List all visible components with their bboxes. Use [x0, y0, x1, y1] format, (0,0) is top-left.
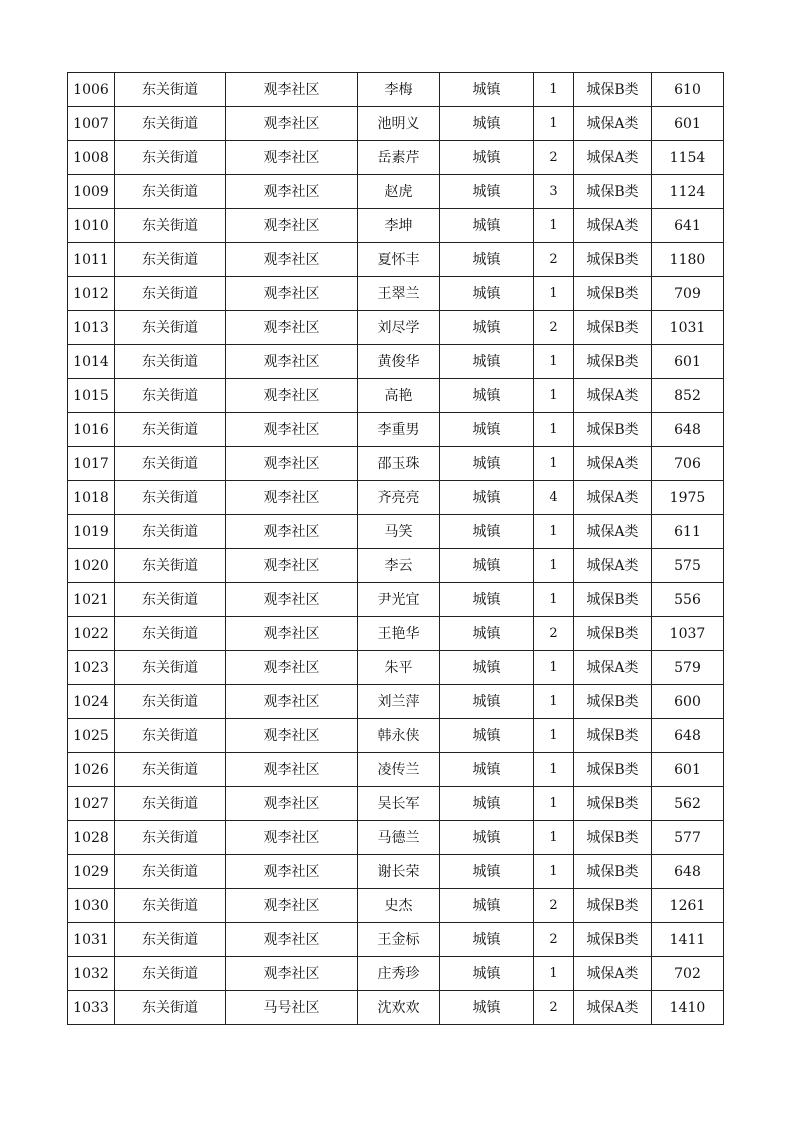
serial-number-cell: 1013	[68, 311, 115, 345]
insurance-category-cell: 城保A类	[574, 379, 652, 413]
community-cell: 观李社区	[226, 787, 358, 821]
serial-number-cell: 1018	[68, 481, 115, 515]
street-cell: 东关街道	[115, 651, 226, 685]
name-cell: 朱平	[358, 651, 440, 685]
street-cell: 东关街道	[115, 889, 226, 923]
insurance-category-cell: 城保A类	[574, 957, 652, 991]
insurance-category-cell: 城保B类	[574, 923, 652, 957]
community-cell: 观李社区	[226, 209, 358, 243]
amount-cell: 706	[652, 447, 724, 481]
name-cell: 庄秀珍	[358, 957, 440, 991]
street-cell: 东关街道	[115, 379, 226, 413]
name-cell: 刘尽学	[358, 311, 440, 345]
community-cell: 观李社区	[226, 447, 358, 481]
community-cell: 观李社区	[226, 515, 358, 549]
serial-number-cell: 1008	[68, 141, 115, 175]
household-count-cell: 1	[534, 583, 574, 617]
household-count-cell: 2	[534, 889, 574, 923]
serial-number-cell: 1011	[68, 243, 115, 277]
community-cell: 观李社区	[226, 821, 358, 855]
street-cell: 东关街道	[115, 107, 226, 141]
community-cell: 观李社区	[226, 413, 358, 447]
amount-cell: 648	[652, 413, 724, 447]
amount-cell: 1975	[652, 481, 724, 515]
amount-cell: 1037	[652, 617, 724, 651]
insurance-category-cell: 城保B类	[574, 889, 652, 923]
table-row	[68, 617, 724, 651]
table-row	[68, 821, 724, 855]
name-cell: 王翠兰	[358, 277, 440, 311]
benefit-table	[67, 72, 724, 1025]
insurance-category-cell: 城保B类	[574, 345, 652, 379]
table-row	[68, 141, 724, 175]
serial-number-cell: 1020	[68, 549, 115, 583]
street-cell: 东关街道	[115, 515, 226, 549]
table-row	[68, 73, 724, 107]
community-cell: 观李社区	[226, 957, 358, 991]
insurance-category-cell: 城保B类	[574, 617, 652, 651]
area-type-cell: 城镇	[440, 413, 534, 447]
area-type-cell: 城镇	[440, 991, 534, 1025]
community-cell: 观李社区	[226, 855, 358, 889]
street-cell: 东关街道	[115, 311, 226, 345]
household-count-cell: 2	[534, 617, 574, 651]
table-row	[68, 855, 724, 889]
serial-number-cell: 1025	[68, 719, 115, 753]
community-cell: 观李社区	[226, 107, 358, 141]
name-cell: 韩永侠	[358, 719, 440, 753]
amount-cell: 1261	[652, 889, 724, 923]
community-cell: 观李社区	[226, 141, 358, 175]
name-cell: 齐亮亮	[358, 481, 440, 515]
household-count-cell: 1	[534, 651, 574, 685]
insurance-category-cell: 城保A类	[574, 107, 652, 141]
area-type-cell: 城镇	[440, 481, 534, 515]
table-row	[68, 889, 724, 923]
serial-number-cell: 1012	[68, 277, 115, 311]
street-cell: 东关街道	[115, 481, 226, 515]
amount-cell: 852	[652, 379, 724, 413]
area-type-cell: 城镇	[440, 685, 534, 719]
insurance-category-cell: 城保B类	[574, 753, 652, 787]
amount-cell: 610	[652, 73, 724, 107]
household-count-cell: 1	[534, 447, 574, 481]
street-cell: 东关街道	[115, 73, 226, 107]
community-cell: 观李社区	[226, 481, 358, 515]
serial-number-cell: 1028	[68, 821, 115, 855]
street-cell: 东关街道	[115, 583, 226, 617]
insurance-category-cell: 城保B类	[574, 855, 652, 889]
area-type-cell: 城镇	[440, 73, 534, 107]
insurance-category-cell: 城保A类	[574, 447, 652, 481]
community-cell: 马号社区	[226, 991, 358, 1025]
amount-cell: 702	[652, 957, 724, 991]
insurance-category-cell: 城保B类	[574, 413, 652, 447]
street-cell: 东关街道	[115, 141, 226, 175]
street-cell: 东关街道	[115, 855, 226, 889]
serial-number-cell: 1016	[68, 413, 115, 447]
area-type-cell: 城镇	[440, 311, 534, 345]
amount-cell: 575	[652, 549, 724, 583]
serial-number-cell: 1030	[68, 889, 115, 923]
table-row	[68, 549, 724, 583]
area-type-cell: 城镇	[440, 243, 534, 277]
table-row	[68, 515, 724, 549]
table-row	[68, 685, 724, 719]
serial-number-cell: 1009	[68, 175, 115, 209]
insurance-category-cell: 城保B类	[574, 243, 652, 277]
community-cell: 观李社区	[226, 719, 358, 753]
table-row	[68, 583, 724, 617]
name-cell: 高艳	[358, 379, 440, 413]
community-cell: 观李社区	[226, 345, 358, 379]
community-cell: 观李社区	[226, 583, 358, 617]
area-type-cell: 城镇	[440, 617, 534, 651]
insurance-category-cell: 城保B类	[574, 685, 652, 719]
area-type-cell: 城镇	[440, 753, 534, 787]
name-cell: 岳素芹	[358, 141, 440, 175]
amount-cell: 648	[652, 719, 724, 753]
area-type-cell: 城镇	[440, 209, 534, 243]
household-count-cell: 1	[534, 379, 574, 413]
serial-number-cell: 1017	[68, 447, 115, 481]
name-cell: 李云	[358, 549, 440, 583]
community-cell: 观李社区	[226, 311, 358, 345]
table-row	[68, 209, 724, 243]
name-cell: 刘兰萍	[358, 685, 440, 719]
household-count-cell: 1	[534, 345, 574, 379]
community-cell: 观李社区	[226, 175, 358, 209]
name-cell: 李坤	[358, 209, 440, 243]
household-count-cell: 1	[534, 277, 574, 311]
household-count-cell: 2	[534, 923, 574, 957]
amount-cell: 579	[652, 651, 724, 685]
name-cell: 邵玉珠	[358, 447, 440, 481]
household-count-cell: 1	[534, 209, 574, 243]
household-count-cell: 2	[534, 141, 574, 175]
area-type-cell: 城镇	[440, 787, 534, 821]
household-count-cell: 1	[534, 821, 574, 855]
insurance-category-cell: 城保A类	[574, 141, 652, 175]
name-cell: 黄俊华	[358, 345, 440, 379]
name-cell: 吴长军	[358, 787, 440, 821]
serial-number-cell: 1019	[68, 515, 115, 549]
street-cell: 东关街道	[115, 243, 226, 277]
street-cell: 东关街道	[115, 345, 226, 379]
insurance-category-cell: 城保B类	[574, 821, 652, 855]
name-cell: 池明义	[358, 107, 440, 141]
household-count-cell: 1	[534, 855, 574, 889]
serial-number-cell: 1010	[68, 209, 115, 243]
area-type-cell: 城镇	[440, 889, 534, 923]
amount-cell: 1031	[652, 311, 724, 345]
serial-number-cell: 1007	[68, 107, 115, 141]
serial-number-cell: 1026	[68, 753, 115, 787]
insurance-category-cell: 城保A类	[574, 209, 652, 243]
community-cell: 观李社区	[226, 379, 358, 413]
serial-number-cell: 1024	[68, 685, 115, 719]
insurance-category-cell: 城保A类	[574, 549, 652, 583]
area-type-cell: 城镇	[440, 923, 534, 957]
community-cell: 观李社区	[226, 73, 358, 107]
serial-number-cell: 1022	[68, 617, 115, 651]
community-cell: 观李社区	[226, 685, 358, 719]
community-cell: 观李社区	[226, 923, 358, 957]
household-count-cell: 3	[534, 175, 574, 209]
amount-cell: 648	[652, 855, 724, 889]
table-row	[68, 923, 724, 957]
insurance-category-cell: 城保B类	[574, 175, 652, 209]
community-cell: 观李社区	[226, 617, 358, 651]
amount-cell: 1411	[652, 923, 724, 957]
household-count-cell: 2	[534, 991, 574, 1025]
serial-number-cell: 1033	[68, 991, 115, 1025]
street-cell: 东关街道	[115, 549, 226, 583]
street-cell: 东关街道	[115, 617, 226, 651]
area-type-cell: 城镇	[440, 855, 534, 889]
area-type-cell: 城镇	[440, 651, 534, 685]
table-body	[68, 73, 724, 1025]
table-row	[68, 277, 724, 311]
insurance-category-cell: 城保B类	[574, 277, 652, 311]
amount-cell: 577	[652, 821, 724, 855]
insurance-category-cell: 城保B类	[574, 583, 652, 617]
street-cell: 东关街道	[115, 209, 226, 243]
street-cell: 东关街道	[115, 957, 226, 991]
amount-cell: 1180	[652, 243, 724, 277]
community-cell: 观李社区	[226, 753, 358, 787]
amount-cell: 1154	[652, 141, 724, 175]
table-row	[68, 243, 724, 277]
table-row	[68, 175, 724, 209]
table-row	[68, 991, 724, 1025]
area-type-cell: 城镇	[440, 515, 534, 549]
household-count-cell: 1	[534, 719, 574, 753]
name-cell: 尹光宜	[358, 583, 440, 617]
serial-number-cell: 1027	[68, 787, 115, 821]
table-container	[67, 72, 723, 1025]
household-count-cell: 1	[534, 753, 574, 787]
name-cell: 马笑	[358, 515, 440, 549]
amount-cell: 1124	[652, 175, 724, 209]
area-type-cell: 城镇	[440, 345, 534, 379]
table-row	[68, 107, 724, 141]
insurance-category-cell: 城保B类	[574, 73, 652, 107]
community-cell: 观李社区	[226, 651, 358, 685]
household-count-cell: 1	[534, 787, 574, 821]
name-cell: 马德兰	[358, 821, 440, 855]
area-type-cell: 城镇	[440, 277, 534, 311]
serial-number-cell: 1015	[68, 379, 115, 413]
name-cell: 王金标	[358, 923, 440, 957]
community-cell: 观李社区	[226, 277, 358, 311]
area-type-cell: 城镇	[440, 379, 534, 413]
table-row	[68, 753, 724, 787]
table-row	[68, 345, 724, 379]
serial-number-cell: 1031	[68, 923, 115, 957]
area-type-cell: 城镇	[440, 583, 534, 617]
amount-cell: 709	[652, 277, 724, 311]
street-cell: 东关街道	[115, 787, 226, 821]
household-count-cell: 2	[534, 311, 574, 345]
household-count-cell: 1	[534, 685, 574, 719]
table-row	[68, 413, 724, 447]
insurance-category-cell: 城保A类	[574, 481, 652, 515]
serial-number-cell: 1021	[68, 583, 115, 617]
household-count-cell: 1	[534, 957, 574, 991]
amount-cell: 601	[652, 107, 724, 141]
household-count-cell: 1	[534, 549, 574, 583]
area-type-cell: 城镇	[440, 141, 534, 175]
amount-cell: 601	[652, 345, 724, 379]
amount-cell: 1410	[652, 991, 724, 1025]
amount-cell: 601	[652, 753, 724, 787]
household-count-cell: 1	[534, 515, 574, 549]
name-cell: 凌传兰	[358, 753, 440, 787]
table-row	[68, 719, 724, 753]
table-row	[68, 787, 724, 821]
insurance-category-cell: 城保B类	[574, 311, 652, 345]
community-cell: 观李社区	[226, 243, 358, 277]
amount-cell: 600	[652, 685, 724, 719]
name-cell: 史杰	[358, 889, 440, 923]
amount-cell: 641	[652, 209, 724, 243]
insurance-category-cell: 城保B类	[574, 787, 652, 821]
table-row	[68, 447, 724, 481]
area-type-cell: 城镇	[440, 719, 534, 753]
name-cell: 李梅	[358, 73, 440, 107]
street-cell: 东关街道	[115, 447, 226, 481]
insurance-category-cell: 城保A类	[574, 651, 652, 685]
insurance-category-cell: 城保A类	[574, 991, 652, 1025]
serial-number-cell: 1023	[68, 651, 115, 685]
community-cell: 观李社区	[226, 549, 358, 583]
household-count-cell: 1	[534, 107, 574, 141]
community-cell: 观李社区	[226, 889, 358, 923]
street-cell: 东关街道	[115, 175, 226, 209]
street-cell: 东关街道	[115, 413, 226, 447]
area-type-cell: 城镇	[440, 175, 534, 209]
street-cell: 东关街道	[115, 991, 226, 1025]
amount-cell: 611	[652, 515, 724, 549]
street-cell: 东关街道	[115, 923, 226, 957]
household-count-cell: 1	[534, 73, 574, 107]
name-cell: 王艳华	[358, 617, 440, 651]
area-type-cell: 城镇	[440, 957, 534, 991]
name-cell: 李重男	[358, 413, 440, 447]
serial-number-cell: 1014	[68, 345, 115, 379]
name-cell: 沈欢欢	[358, 991, 440, 1025]
name-cell: 赵虎	[358, 175, 440, 209]
serial-number-cell: 1032	[68, 957, 115, 991]
table-row	[68, 651, 724, 685]
street-cell: 东关街道	[115, 277, 226, 311]
insurance-category-cell: 城保B类	[574, 719, 652, 753]
table-row	[68, 379, 724, 413]
name-cell: 谢长荣	[358, 855, 440, 889]
insurance-category-cell: 城保A类	[574, 515, 652, 549]
amount-cell: 562	[652, 787, 724, 821]
household-count-cell: 4	[534, 481, 574, 515]
street-cell: 东关街道	[115, 685, 226, 719]
serial-number-cell: 1006	[68, 73, 115, 107]
area-type-cell: 城镇	[440, 107, 534, 141]
area-type-cell: 城镇	[440, 821, 534, 855]
table-row	[68, 481, 724, 515]
amount-cell: 556	[652, 583, 724, 617]
household-count-cell: 1	[534, 413, 574, 447]
street-cell: 东关街道	[115, 821, 226, 855]
street-cell: 东关街道	[115, 719, 226, 753]
serial-number-cell: 1029	[68, 855, 115, 889]
area-type-cell: 城镇	[440, 549, 534, 583]
household-count-cell: 2	[534, 243, 574, 277]
street-cell: 东关街道	[115, 753, 226, 787]
table-row	[68, 957, 724, 991]
name-cell: 夏怀丰	[358, 243, 440, 277]
table-row	[68, 311, 724, 345]
area-type-cell: 城镇	[440, 447, 534, 481]
